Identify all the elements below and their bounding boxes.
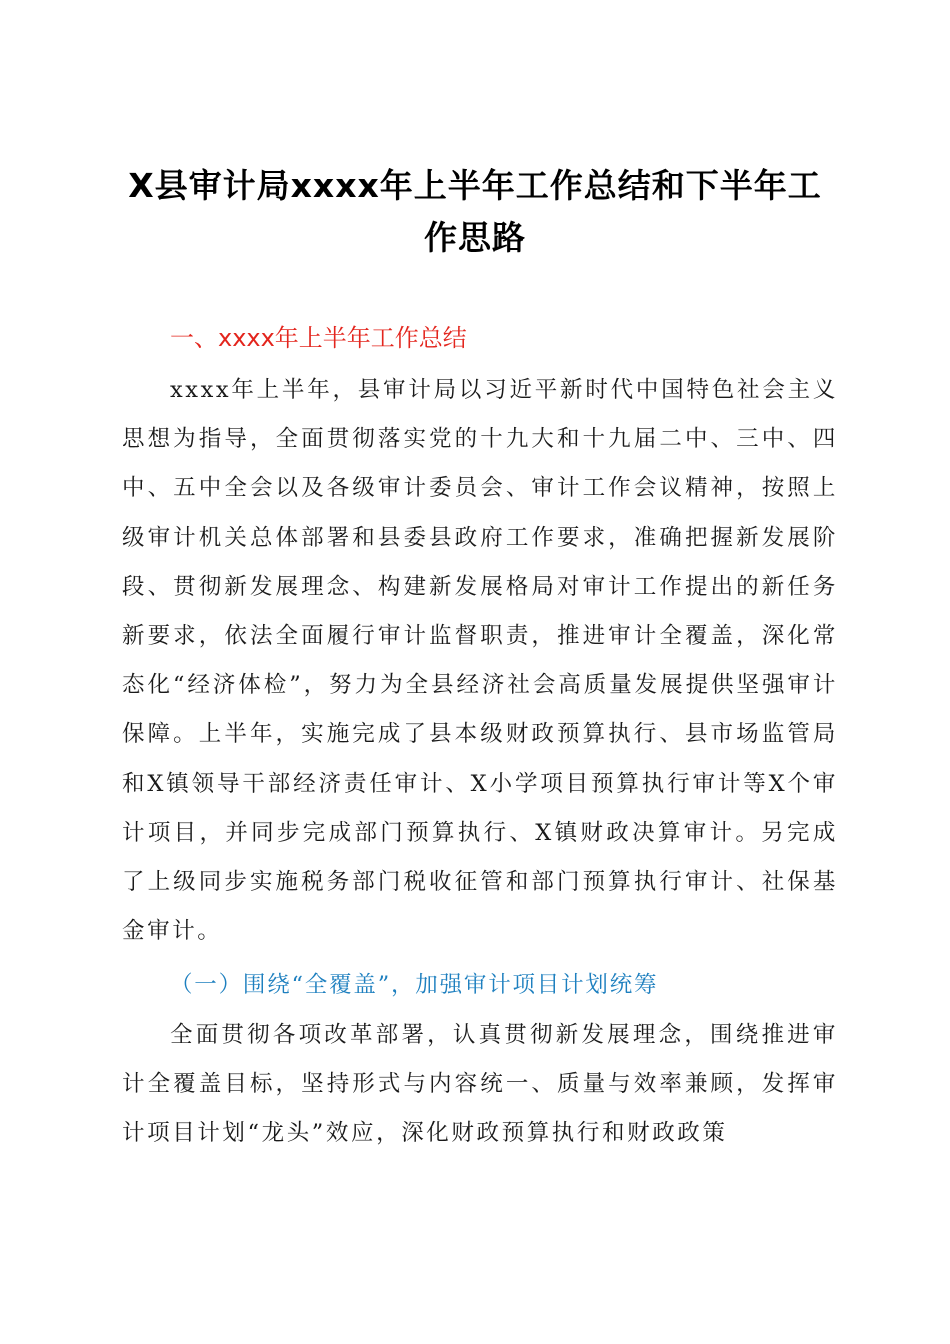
subsection-heading-full-coverage: （一）围绕“全覆盖”，加强审计项目计划统筹: [170, 972, 659, 998]
subsection-paragraph-full-coverage: 全面贯彻各项改革部署，认真贯彻新发展理念，围绕推进审计全覆盖目标，坚持形式与内容统一、质量与效率兼顾，发挥审计项目计划“龙头”效应，深化财政预算执行和财政政策: [122, 1022, 838, 1147]
section-heading-first-half-summary: 一、xxxx年上半年工作总结: [170, 324, 467, 352]
document-title: X县审计局xxxx年上半年工作总结和下半年工作思路: [128, 166, 822, 257]
section-paragraph-summary: xxxx年上半年，县审计局以习近平新时代中国特色社会主义思想为指导，全面贯彻落实党的十九大和十九届二中、三中、四中、五中全会以及各级审计委员会、审计工作会议精神，按照上级审计机关总体部署和县委县政府工作要求，准确把握新发展阶段、贯彻新发展理念、构建新发展格局对审计工作提出的新任务新要求，依法全面履行审计监督职责，推进审计全覆盖，深化常态化“经济体检”，努力为全县经济社会高质量发展提供坚强审计保障。上半年，实施完成了县本级财政预算执行、县市场监管局和X镇领导干部经济责任审计、X小学项目预算执行审计等X个审计项目，并同步完成部门预算执行、X镇财政决算审计。另完成了上级同步实施税务部门税收征管和部门预算执行审计、社保基金审计。: [122, 377, 838, 945]
